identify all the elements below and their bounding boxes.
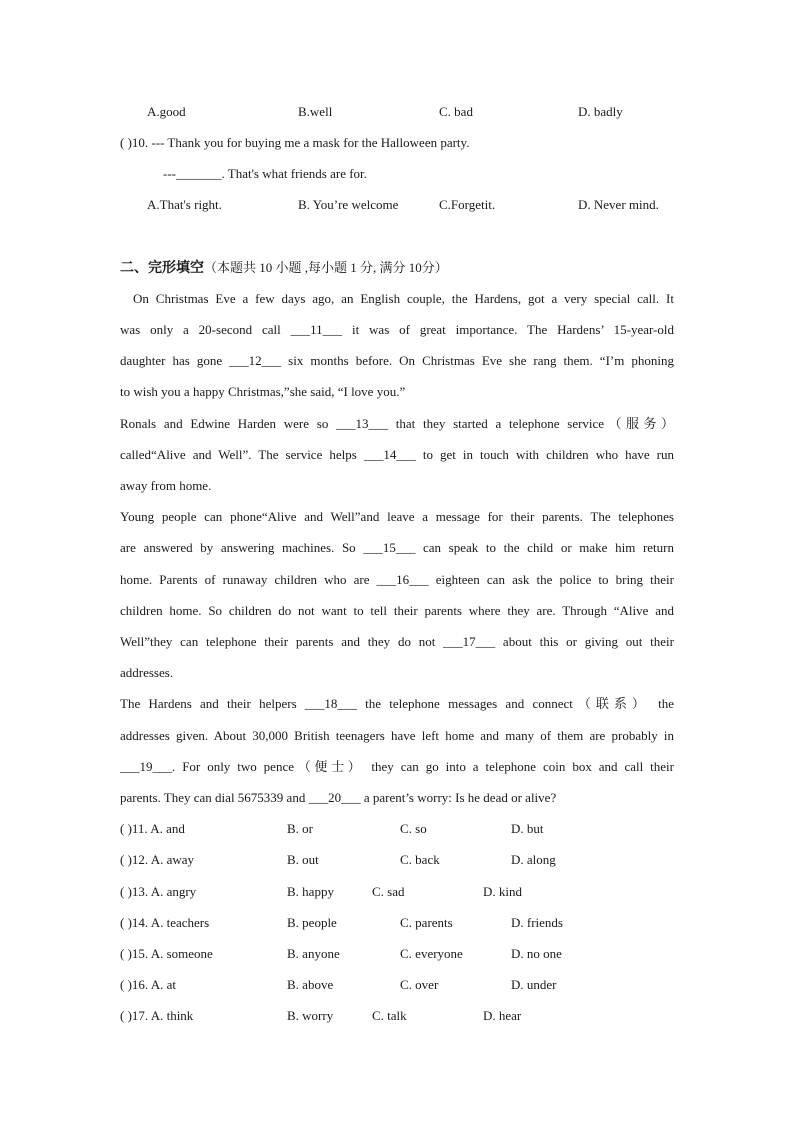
passage-line: The Hardens and their helpers ___18___ the telephone messages and connect（联系） the [120,696,674,711]
passage-line: ___19___. For only two pence（便士） they can go into a telephone coin box and call their [120,759,674,774]
passage-line: away from home. [120,478,212,493]
question-label: ( )17. A. think [120,1008,194,1023]
q9-option-d: D. badly [578,104,623,119]
q10-option-d: D. Never mind. [578,197,659,212]
passage-line: called“Alive and Well”. The service helps ___14___ to get in touch with children who have run [120,447,674,462]
passage-line: was only a 20-second call ___11___ it was of great importance. The Hardens’ 15-year-old [120,322,674,337]
option-c: C. back [400,852,440,867]
option-b: B. people [287,915,337,930]
option-b: B. out [287,852,319,867]
question-label: ( )15. A. someone [120,946,213,961]
q10-option-c: C.Forgetit. [439,197,496,212]
option-c: C. talk [372,1008,407,1023]
section-title: 二、完形填空 [120,260,204,276]
option-b: B. or [287,821,313,836]
option-b: B. happy [287,884,334,899]
q10-option-a: A.That's right. [147,197,222,212]
option-d: D. under [511,977,557,992]
passage-line: addresses given. About 30,000 British teenagers have left home and many of them are probably in [120,728,674,743]
passage-line: are answered by answering machines. So ___15___ can speak to the child or make him return [120,540,674,555]
option-b: B. above [287,977,334,992]
question-label: ( )16. A. at [120,977,176,992]
passage-line: daughter has gone ___12___ six months before. On Christmas Eve she rang them. “I’m phoning [120,353,674,368]
option-d: D. friends [511,915,563,930]
passage-line: addresses. [120,665,174,680]
passage-line: Ronals and Edwine Harden were so ___13___ that they started a telephone service（服务） [120,416,674,431]
option-b: B. anyone [287,946,340,961]
q9-option-a: A.good [147,104,186,119]
q9-option-c: C. bad [439,104,473,119]
option-d: D. kind [483,884,522,899]
passage-line: Young people can phone“Alive and Well”and leave a message for their parents. The telephones [120,509,674,524]
question-label: ( )11. A. and [120,821,185,836]
option-c: C. parents [400,915,453,930]
section-note: （本题共 10 小题 ,每小题 1 分, 满分 10分） [204,260,448,275]
section-heading [120,259,448,278]
option-c: C. over [400,977,439,992]
passage-line: parents. They can dial 5675339 and ___20___ a parent’s worry: Is he dead or alive? [120,790,557,805]
option-b: B. worry [287,1008,334,1023]
question-label: ( )13. A. angry [120,884,197,899]
q10-option-b: B. You’re welcome [298,197,399,212]
question-label: ( )12. A. away [120,852,195,867]
option-d: D. no one [511,946,562,961]
option-c: C. everyone [400,946,463,961]
option-d: D. but [511,821,544,836]
q9-option-b: B.well [298,104,333,119]
passage-line: children home. So children do not want to tell their parents where they are. Through “Alive and [120,603,674,618]
passage-line: Well”they can telephone their parents and they do not ___17___ about this or giving out their [120,634,674,649]
option-c: C. so [400,821,427,836]
question-label: ( )14. A. teachers [120,915,210,930]
option-d: D. hear [483,1008,522,1023]
passage-line: to wish you a happy Christmas,”she said, “I love you.” [120,384,406,399]
option-d: D. along [511,852,556,867]
passage-line: home. Parents of runaway children who are ___16___ eighteen can ask the police to bring their [120,572,674,587]
passage-line: On Christmas Eve a few days ago, an English couple, the Hardens, got a very special call. It [133,291,674,306]
option-c: C. sad [372,884,405,899]
q10-reply: ---_______. That's what friends are for. [163,166,367,181]
q10-question: ( )10. --- Thank you for buying me a mask for the Halloween party. [120,135,470,150]
